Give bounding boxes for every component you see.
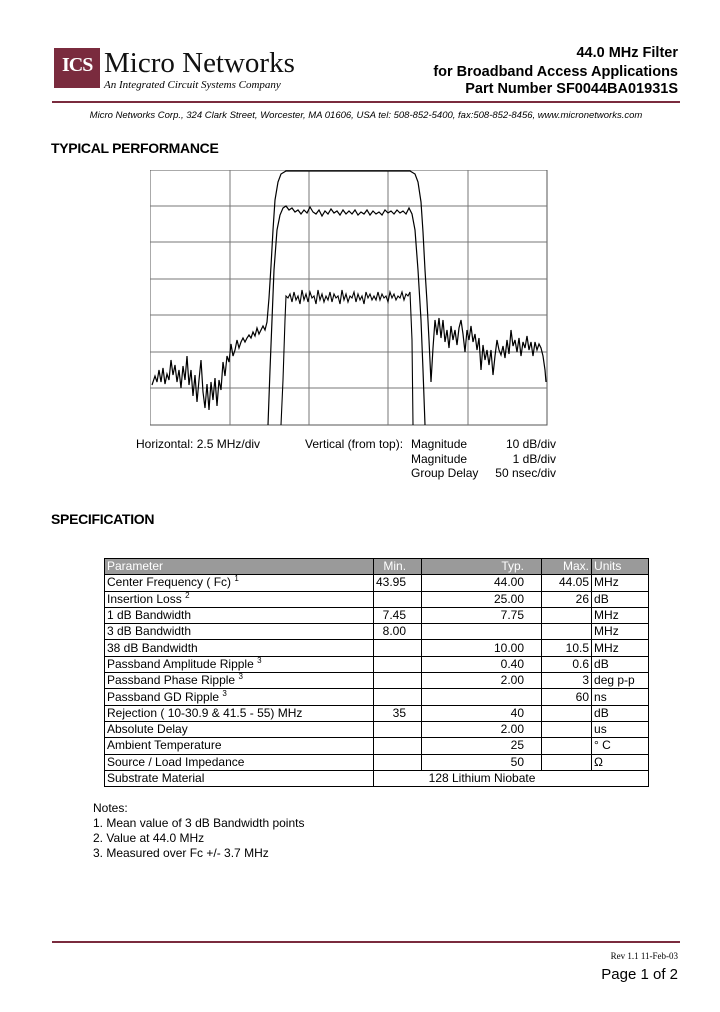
param-cell: Center Frequency ( Fc) $^1$: [105, 575, 374, 591]
specification-heading: SPECIFICATION: [51, 511, 155, 527]
param-cell: Passband Amplitude Ripple $^3$: [105, 656, 374, 672]
company-subtitle: An Integrated Circuit Systems Company: [104, 79, 281, 91]
units-cell: dB: [592, 656, 649, 672]
min-cell: 43.95: [374, 575, 422, 591]
col-header-min: Min.: [374, 559, 422, 575]
param-cell: Insertion Loss $^2$: [105, 591, 374, 607]
min-cell: [374, 640, 422, 656]
typ-cell: 2.00: [422, 721, 542, 737]
trace-2-name: Magnitude: [411, 452, 468, 466]
company-logo: [54, 48, 100, 88]
trace-3-scale: 50 nsec/div: [495, 466, 556, 480]
table-row: [105, 607, 649, 623]
footnote-ref: 3: [222, 688, 227, 698]
typ-cell: [422, 689, 542, 705]
param-cell: Ambient Temperature: [105, 738, 374, 754]
max-cell: [542, 738, 592, 754]
col-header-units: Units: [592, 559, 649, 575]
table-row: [105, 705, 649, 721]
table-row: [105, 754, 649, 770]
product-title: 44.0 MHz Filter: [576, 45, 678, 61]
table-row: [105, 738, 649, 754]
typ-cell: 7.75: [422, 607, 542, 623]
notes: [93, 801, 304, 861]
max-cell: [542, 754, 592, 770]
table-row: [105, 624, 649, 640]
max-cell: [542, 721, 592, 737]
table-row: [105, 640, 649, 656]
table-row: [105, 689, 649, 705]
substrate-label: Substrate Material: [105, 770, 374, 786]
note-1: 1. Mean value of 3 dB Bandwidth points: [93, 816, 305, 830]
table-row: [105, 656, 649, 672]
min-cell: [374, 689, 422, 705]
param-cell: 3 dB Bandwidth: [105, 624, 374, 640]
trace-1-scale: 10 dB/div: [505, 437, 556, 451]
table-header-row: [105, 559, 649, 575]
units-cell: dB: [592, 591, 649, 607]
table-row: [105, 721, 649, 737]
max-cell: [542, 705, 592, 721]
trace-3-name: Group Delay: [411, 466, 479, 480]
max-cell: 60: [542, 689, 592, 705]
part-number: Part Number SF0044BA01931S: [465, 81, 678, 97]
param-cell: 1 dB Bandwidth: [105, 607, 374, 623]
typ-cell: 2.00: [422, 673, 542, 689]
substrate-value: 128 Lithium Niobate: [374, 770, 649, 786]
units-cell: MHz: [592, 607, 649, 623]
typical-performance-heading: TYPICAL PERFORMANCE: [51, 140, 219, 156]
typ-cell: 25.00: [422, 591, 542, 607]
units-cell: us: [592, 721, 649, 737]
col-header-parameter: Parameter: [105, 559, 374, 575]
max-cell: 44.05: [542, 575, 592, 591]
min-cell: [374, 721, 422, 737]
company-address: Micro Networks Corp., 324 Clark Street, Worcester, MA 01606, USA tel: 508-852-5400, fax:508-852-8456, www.micronetworks.com: [89, 110, 643, 121]
typ-cell: 0.40: [422, 656, 542, 672]
logo-text: ICS: [62, 54, 93, 76]
units-cell: Ω: [592, 754, 649, 770]
col-header-typ: Typ.: [422, 559, 542, 575]
table-row-substrate: [105, 770, 649, 786]
min-cell: 7.45: [374, 607, 422, 623]
min-cell: [374, 754, 422, 770]
plot-grid: [150, 170, 547, 425]
vertical-scale-label: Vertical (from top):: [305, 437, 404, 451]
min-cell: [374, 738, 422, 754]
units-cell: deg p-p: [592, 673, 649, 689]
units-cell: ° C: [592, 738, 649, 754]
max-cell: 0.6: [542, 656, 592, 672]
header-rule: [52, 101, 680, 103]
units-cell: MHz: [592, 575, 649, 591]
note-2: 2. Value at 44.0 MHz: [93, 831, 205, 845]
units-cell: dB: [592, 705, 649, 721]
typ-cell: [422, 624, 542, 640]
param-cell: Absolute Delay: [105, 721, 374, 737]
footnote-ref: 2: [185, 590, 190, 600]
min-cell: [374, 591, 422, 607]
specification-table: [104, 558, 649, 787]
typ-cell: 50: [422, 754, 542, 770]
typ-cell: 25: [422, 738, 542, 754]
col-header-max: Max.: [542, 559, 592, 575]
trace-magnitude-10db: [152, 171, 546, 410]
revision: Rev 1.1 11-Feb-03: [610, 951, 678, 961]
param-cell: Passband GD Ripple $^3$: [105, 689, 374, 705]
max-cell: 3: [542, 673, 592, 689]
trace-group-delay: [281, 290, 413, 425]
notes-title: Notes:: [93, 801, 128, 815]
param-cell: 38 dB Bandwidth: [105, 640, 374, 656]
typ-cell: 40: [422, 705, 542, 721]
horizontal-scale-label: Horizontal: 2.5 MHz/div: [136, 437, 261, 451]
footnote-ref: 3: [238, 672, 243, 682]
note-3: 3. Measured over Fc +/- 3.7 MHz: [93, 846, 269, 860]
max-cell: [542, 624, 592, 640]
table-row: [105, 591, 649, 607]
min-cell: [374, 656, 422, 672]
table-row: [105, 575, 649, 591]
units-cell: ns: [592, 689, 649, 705]
page-number: Page 1 of 2: [601, 966, 678, 983]
trace-1-name: Magnitude: [411, 437, 468, 451]
product-subtitle: for Broadband Access Applications: [433, 64, 678, 80]
footer-rule: [52, 941, 680, 943]
units-cell: MHz: [592, 640, 649, 656]
footnote-ref: 1: [234, 574, 239, 584]
param-cell: Source / Load Impedance: [105, 754, 374, 770]
param-cell: Passband Phase Ripple $^3$: [105, 673, 374, 689]
min-cell: [374, 673, 422, 689]
typ-cell: 10.00: [422, 640, 542, 656]
plot-frame: [150, 170, 547, 425]
typ-cell: 44.00: [422, 575, 542, 591]
units-cell: MHz: [592, 624, 649, 640]
min-cell: 8.00: [374, 624, 422, 640]
min-cell: 35: [374, 705, 422, 721]
trace-2-scale: 1 dB/div: [512, 452, 556, 466]
param-cell: Rejection ( 10-30.9 & 41.5 - 55) MHz: [105, 705, 374, 721]
company-name: Micro Networks: [104, 47, 295, 79]
max-cell: 26: [542, 591, 592, 607]
footnote-ref: 3: [257, 655, 262, 665]
table-row: [105, 673, 649, 689]
max-cell: 10.5: [542, 640, 592, 656]
performance-plot: [150, 170, 548, 426]
max-cell: [542, 607, 592, 623]
